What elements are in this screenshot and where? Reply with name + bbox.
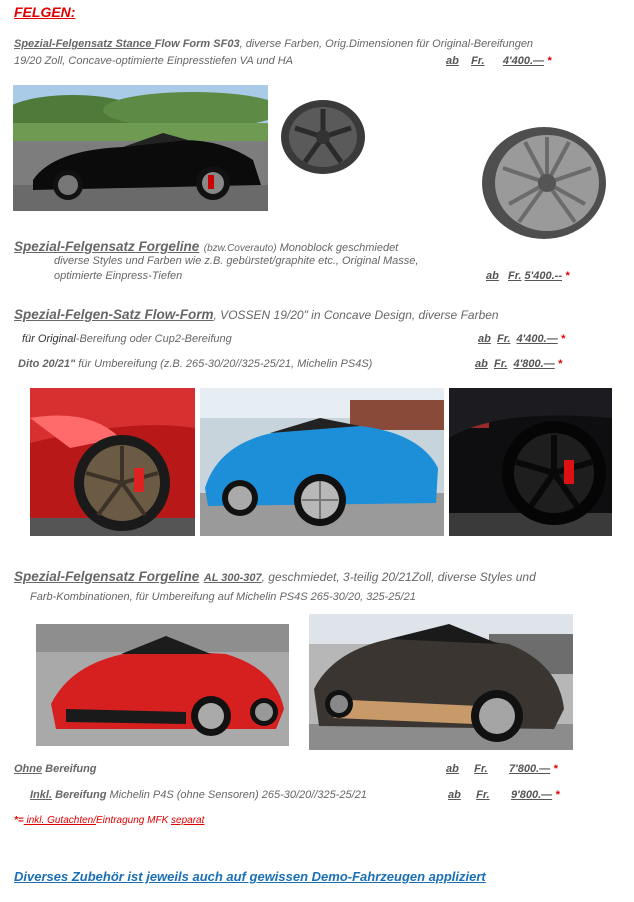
section3-row1-b: -Bereifung oder Cup2-Bereifung: [75, 333, 232, 345]
photo-wheel-small: [277, 98, 371, 176]
ohne-bereifung: [14, 763, 97, 775]
section4-line2: Farb-Kombinationen, für Umbereifung auf Michelin PS4S 265-30/20, 325-25/21: [30, 591, 416, 603]
section3-row2-price: [475, 358, 562, 370]
section4-title: Spezial-Felgensatz Forgeline: [14, 569, 200, 584]
section3-row2: [18, 358, 372, 370]
price-amount: 7'800.—: [508, 763, 551, 775]
section2-price: [486, 270, 569, 282]
inkl-c: Michelin P4S (ohne Sensoren) 265-30/20//325-25/21: [106, 789, 367, 801]
footnote: [14, 815, 204, 826]
section1-desc1: , diverse Farben, Orig.Dimensionen für Original-Bereifungen: [239, 38, 534, 50]
section1-title-a: Spezial-Felgensatz Stance: [14, 38, 155, 50]
price-fr: Fr.: [496, 333, 511, 345]
photo-black-corvette: [13, 85, 268, 211]
footnote-a: inkl. Gutachten/: [23, 815, 96, 826]
photo-red-corvette-wheel: [30, 388, 195, 536]
photo-red-corvette-front: [36, 624, 289, 746]
price-ab: ab: [448, 789, 461, 801]
section3-row1-price: [478, 333, 565, 345]
price-star: *: [547, 55, 552, 67]
inkl-a: Inkl.: [30, 789, 53, 801]
price-fr: Fr.: [476, 789, 490, 801]
footnote-c: separat: [171, 815, 205, 826]
section2-paren: (bzw.Coverauto): [203, 243, 277, 254]
photo-black-corvette-wheel: [449, 388, 612, 536]
photo-gray-corvette: [309, 614, 573, 750]
section1-title-b: Flow Form SF03: [154, 38, 240, 50]
page-heading: FELGEN:: [14, 4, 76, 20]
photo-wheel-large: [479, 124, 609, 242]
price-fr: Fr.: [508, 270, 522, 282]
section3-row2-a: Dito 20/21": [18, 358, 76, 370]
section2-line2: diverse Styles und Farben wie z.B. gebürstet/graphite etc., Original Masse,: [54, 255, 419, 267]
section4-model: AL 300-307: [203, 572, 262, 584]
section3-row1-a: für Original: [22, 333, 76, 345]
price-fr: Fr.: [474, 763, 488, 775]
section2-line3: optimierte Einpress-Tiefen: [54, 270, 183, 282]
price-star: *: [555, 789, 560, 801]
price-amount: 4'400.—: [516, 333, 558, 345]
price-ab: ab: [478, 333, 491, 345]
price-star: *: [565, 270, 570, 282]
inkl-b: Bereifung: [52, 789, 107, 801]
price-ab: ab: [446, 763, 459, 775]
photo-blue-corvette: [200, 388, 444, 536]
price-star: *: [553, 763, 558, 775]
footer-accessories-note: Diverses Zubehör ist jeweils auch auf gewissen Demo-Fahrzeugen appliziert: [14, 869, 486, 884]
section3-desc: , VOSSEN 19/20" in Concave Design, diverse Farben: [213, 308, 499, 322]
section1-price: [446, 55, 551, 67]
price-amount: 9'800.—: [510, 789, 553, 801]
price-ab: ab: [486, 270, 499, 282]
inkl-price: [448, 789, 559, 801]
price-star: *: [557, 358, 563, 370]
section3-row2-b: für Umbereifung (z.B. 265-30/20//325-25/21, Michelin PS4S): [75, 358, 373, 370]
inkl-bereifung: [30, 789, 367, 801]
price-amount: 4'400.—: [502, 55, 545, 67]
price-amount: 4'800.—: [513, 358, 555, 370]
section2-line1: [14, 238, 398, 256]
price-ab: ab: [475, 358, 488, 370]
price-amount: 5'400.--: [524, 270, 562, 282]
ohne-price: [446, 763, 557, 775]
section3-row1: [22, 333, 232, 345]
ohne-a: Ohne: [14, 763, 43, 775]
section4-line1: [14, 568, 536, 586]
footnote-star: *=: [14, 815, 24, 826]
section1-line1: [14, 38, 533, 50]
price-fr: Fr.: [471, 55, 485, 67]
section4-desc1: , geschmiedet, 3-teilig 20/21Zoll, diverse Styles und: [261, 570, 536, 584]
footnote-b: Eintragung MFK: [96, 815, 172, 826]
section3-line1: [14, 306, 499, 324]
price-fr: Fr.: [493, 358, 508, 370]
section2-desc1: Monoblock geschmiedet: [276, 242, 399, 254]
section1-line2: 19/20 Zoll, Concave-optimierte Einpresstiefen VA und HA: [14, 55, 294, 67]
price-ab: ab: [446, 55, 459, 67]
section3-title: Spezial-Felgen-Satz Flow-Form: [14, 307, 214, 322]
price-star: *: [560, 333, 566, 345]
section2-title: Spezial-Felgensatz Forgeline: [14, 239, 200, 254]
ohne-b: Bereifung: [42, 763, 97, 775]
